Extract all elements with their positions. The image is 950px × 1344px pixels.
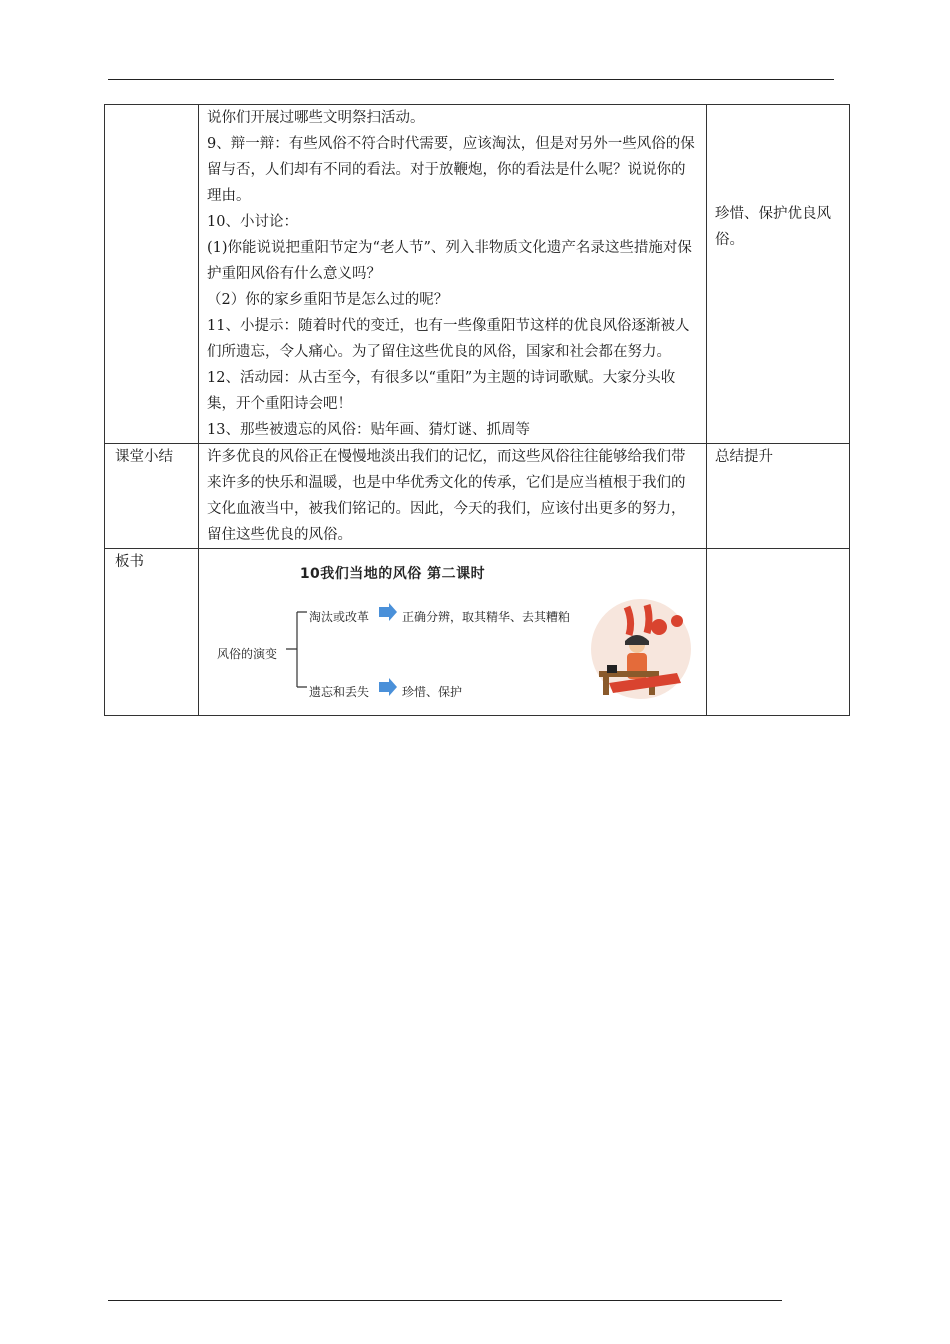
row-label-empty bbox=[105, 105, 199, 444]
activity-item-10: 10、小讨论： bbox=[207, 214, 298, 230]
bracket-lines bbox=[286, 612, 307, 687]
board-root: 风俗的演变 bbox=[217, 647, 278, 661]
activity-line: 说你们开展过哪些文明祭扫活动。 bbox=[207, 110, 425, 126]
arrow-icon bbox=[379, 603, 397, 621]
summary-note: 总结提升 bbox=[707, 444, 850, 549]
footer-rule bbox=[108, 1300, 782, 1301]
summary-label: 课堂小结 bbox=[105, 444, 199, 549]
summary-content: 许多优良的风俗正在慢慢地淡出我们的记忆，而这些风俗往往能够给我们带来许多的快乐和温暖，也是中华优秀文化的传承，它们是应当植根于我们的文化血液当中，被我们铭记的。因此，今天的我们，应该付出更多的努力，留住这些优良的风俗。 bbox=[199, 444, 707, 549]
arrow-icon bbox=[379, 678, 397, 696]
activity-item-12: 12、活动园：从古至今，有很多以“重阳”为主题的诗词歌赋。大家分头收集，开个重阳诗会吧！ bbox=[207, 370, 676, 412]
calligraphy-illustration-icon bbox=[591, 599, 691, 699]
board-title: 10我们当地的风俗 第二课时 bbox=[299, 566, 486, 582]
header-rule bbox=[108, 79, 834, 80]
table-row-summary bbox=[105, 444, 850, 549]
lesson-table bbox=[104, 104, 850, 716]
branch-label-1: 淘汰或改革 bbox=[309, 610, 370, 624]
blackboard-diagram bbox=[199, 549, 706, 715]
branch-label-2: 遗忘和丢失 bbox=[309, 685, 370, 699]
table-row-activities bbox=[105, 105, 850, 444]
discussion-question-1: (1)你能说说把重阳节定为“老人节”、列入非物质文化遗产名录这些措施对保护重阳风俗有什么意义吗？ bbox=[207, 240, 692, 282]
branch-result-2: 珍惜、保护 bbox=[402, 685, 463, 699]
activity-item-11: 11、小提示：随着时代的变迁，也有一些像重阳节这样的优良风俗逐渐被人们所遗忘，令人痛心。为了留住这些优良的风俗，国家和社会都在努力。 bbox=[207, 318, 690, 360]
table-row-board bbox=[105, 549, 850, 716]
board-label: 板书 bbox=[105, 549, 199, 716]
branch-result-1: 正确分辨，取其精华、去其糟粕 bbox=[402, 610, 571, 624]
board-cell bbox=[199, 549, 707, 716]
activities-cell bbox=[199, 105, 707, 444]
activities-note-cell bbox=[707, 105, 850, 444]
activity-item-9: 9、辩一辩：有些风俗不符合时代需要，应该淘汰，但是对另外一些风俗的保留与否，人们却有不同的看法。对于放鞭炮，你的看法是什么呢？说说你的理由。 bbox=[207, 136, 695, 204]
activity-item-13: 13、那些被遗忘的风俗：贴年画、猜灯谜、抓周等 bbox=[207, 422, 530, 438]
board-note-empty bbox=[707, 549, 850, 716]
activities-note: 珍惜、保护优良风俗。 bbox=[715, 206, 831, 248]
discussion-question-2: （2）你的家乡重阳节是怎么过的呢？ bbox=[207, 292, 449, 308]
